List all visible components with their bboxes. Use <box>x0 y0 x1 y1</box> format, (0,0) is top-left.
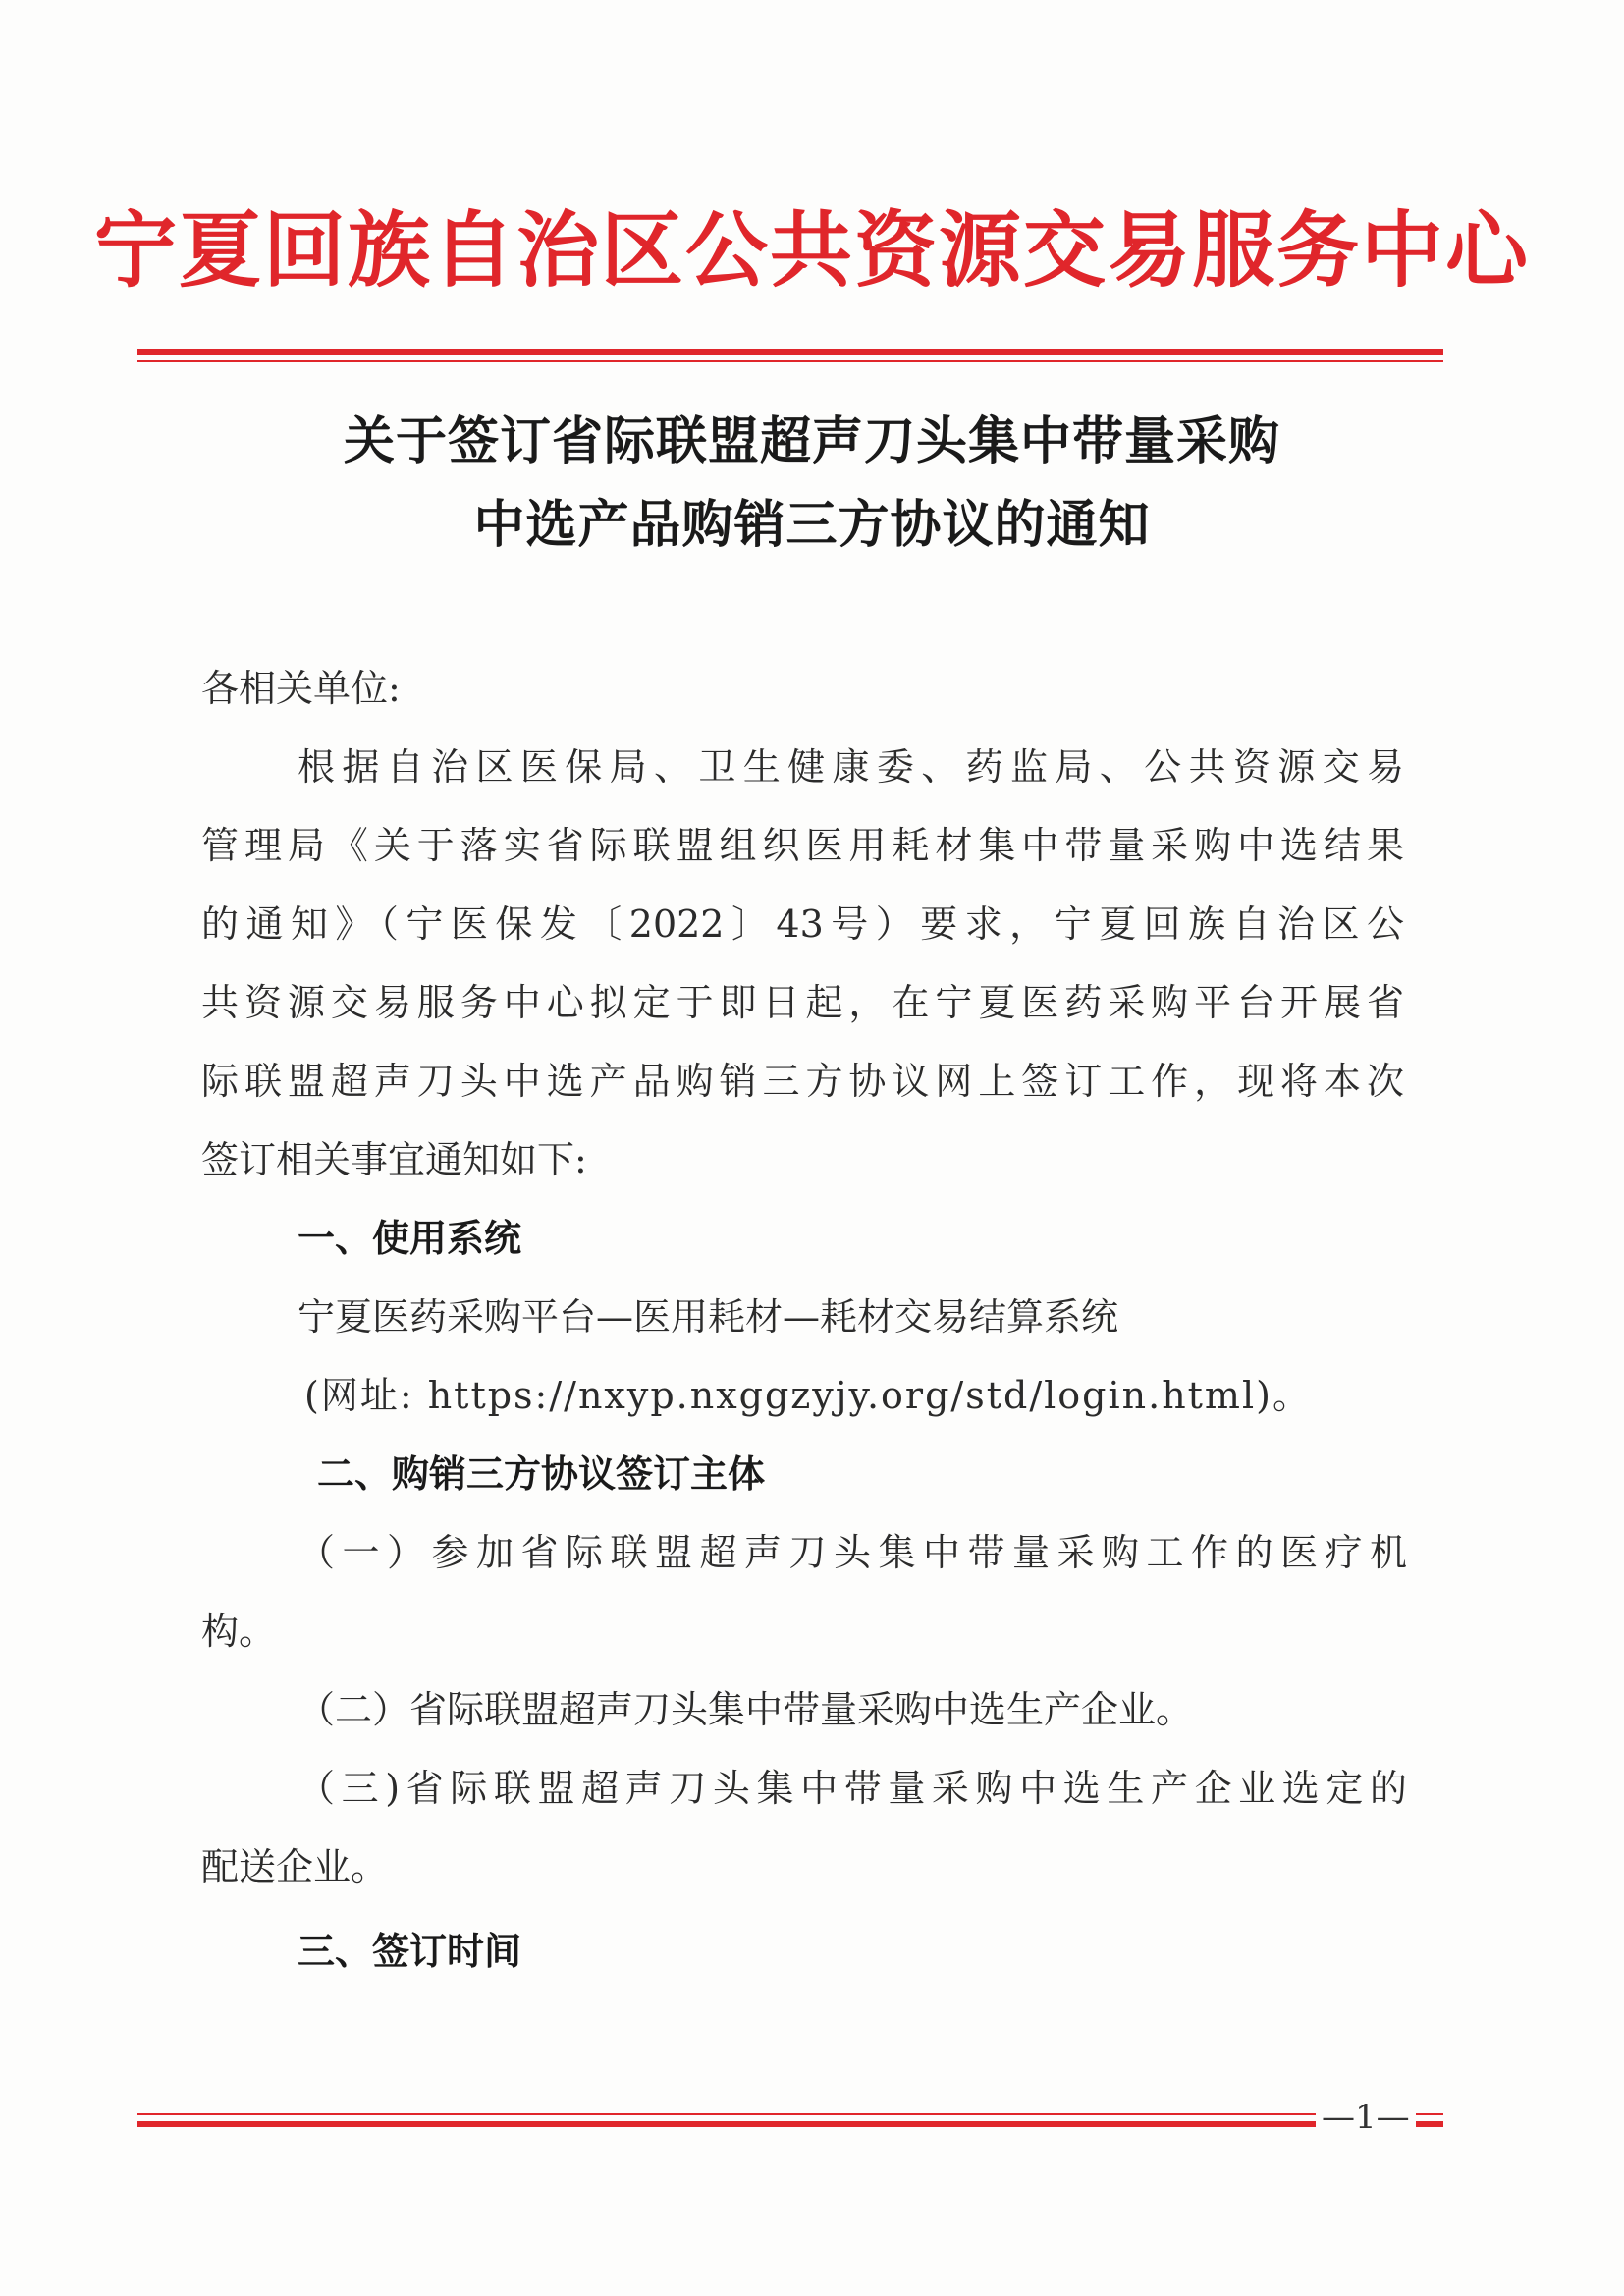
party-item-3-cont: 配送企业。 <box>201 1845 389 1888</box>
party-item-1: （一）参加省际联盟超声刀头集中带量采购工作的医疗机 <box>298 1531 1407 1574</box>
section1-heading: 一、使用系统 <box>298 1217 522 1260</box>
footer-rule-thin <box>137 2113 1443 2115</box>
salutation: 各相关单位: <box>201 667 401 710</box>
para1-line: 根据自治区医保局、卫生健康委、药监局、公共资源交易 <box>298 745 1404 789</box>
para1-line: 的通知》（宁医保发〔2022〕43号）要求，宁夏回族自治区公 <box>201 902 1404 946</box>
system-path: 宁夏医药采购平台—医用耗材—耗材交易结算系统 <box>298 1295 1119 1339</box>
page-number: —1— <box>1316 2098 1416 2137</box>
party-item-3: （三)省际联盟超声刀头集中带量采购中选生产企业选定的 <box>298 1767 1407 1810</box>
notice-title-line1: 关于签订省际联盟超声刀头集中带量采购 <box>343 412 1280 471</box>
header-rule-thick <box>137 349 1443 355</box>
notice-title-line2: 中选产品购销三方协议的通知 <box>473 496 1151 555</box>
party-item-2: （二）省际联盟超声刀头集中带量采购中选生产企业。 <box>298 1688 1194 1731</box>
party-item-1-cont: 构。 <box>201 1610 277 1653</box>
issuing-org-masthead: 宁夏回族自治区公共资源交易服务中心 <box>93 201 1530 299</box>
para1-line: 际联盟超声刀头中选产品购销三方协议网上签订工作，现将本次 <box>201 1060 1404 1103</box>
footer-rule-thick <box>137 2121 1443 2127</box>
para1-line: 共资源交易服务中心拟定于即日起，在宁夏医药采购平台开展省 <box>201 981 1404 1024</box>
para1-line: 签订相关事宜通知如下: <box>201 1138 587 1181</box>
header-rule-thin <box>137 360 1443 362</box>
section3-heading: 三、签订时间 <box>298 1930 522 1973</box>
para1-line: 管理局《关于落实省际联盟组织医用耗材集中带量采购中选结果 <box>201 824 1404 867</box>
system-url: (网址: https://nxyp.nxggzyjy.org/std/login.html)。 <box>304 1374 1312 1417</box>
section2-heading: 二、购销三方协议签订主体 <box>317 1452 766 1496</box>
